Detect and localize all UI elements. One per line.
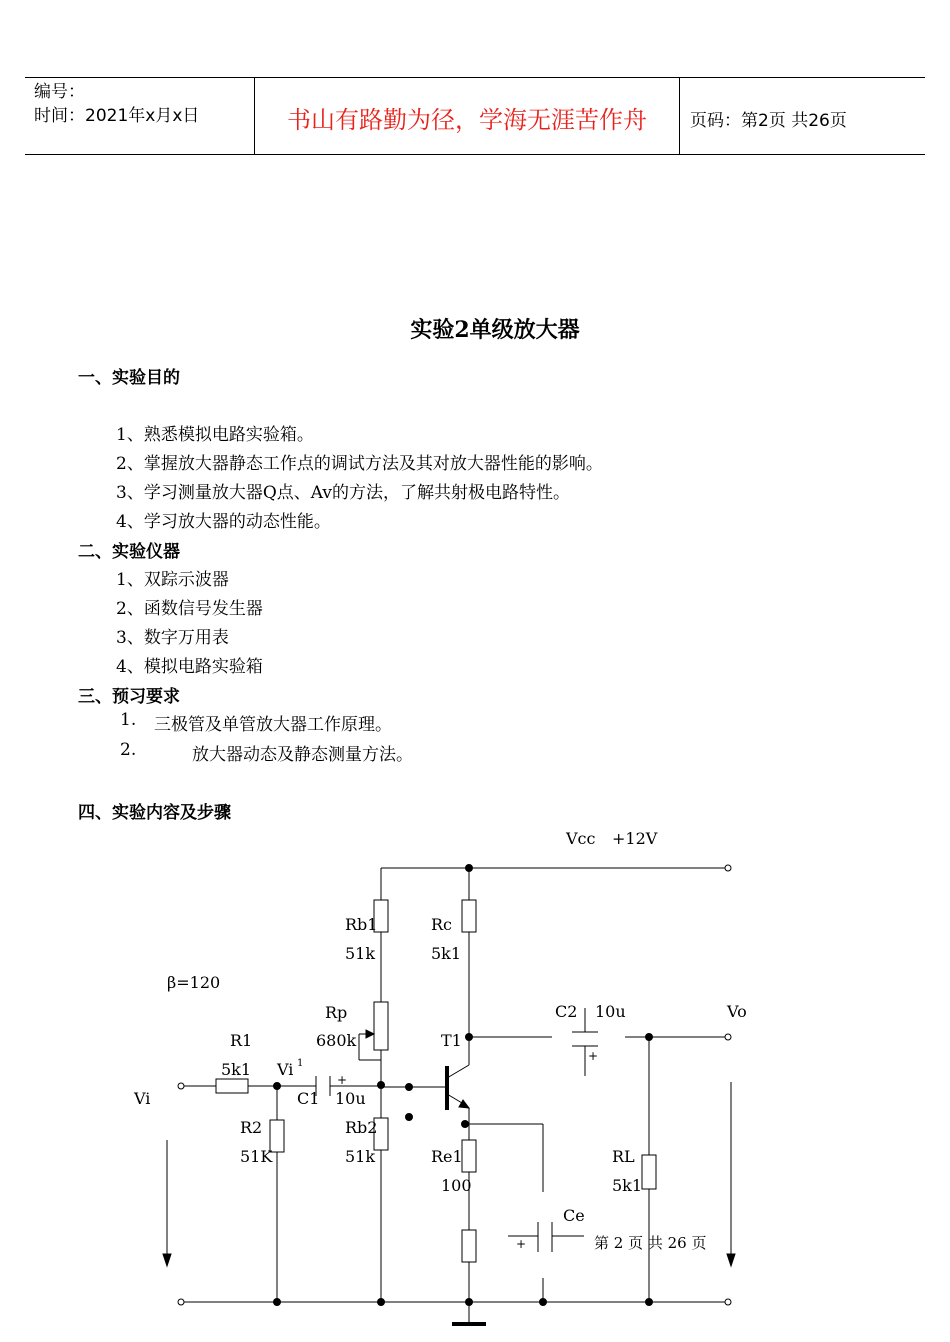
preview-item-text: 三极管及单管放大器工作原理。 — [154, 715, 392, 735]
re1-label: Re1 — [431, 1147, 463, 1166]
section-heading-preview: 三、预习要求 — [78, 687, 180, 707]
r2-label: R2 — [240, 1118, 263, 1137]
footer-page-number: 第 2 页 共 26 页 — [594, 1234, 707, 1252]
section-heading-purpose: 一、实验目的 — [78, 368, 180, 388]
rb2-label: Rb2 — [345, 1118, 378, 1137]
preview-item-num: 1. — [120, 710, 137, 730]
time-label: 时间：2021年x月x日 — [34, 106, 200, 126]
r1-label: R1 — [230, 1031, 253, 1050]
list-item: 4、学习放大器的动态性能。 — [116, 512, 331, 532]
ce-label: Ce — [563, 1206, 585, 1225]
rc-value: 5k1 — [431, 944, 462, 963]
r1-value: 5k1 — [221, 1060, 252, 1079]
rl-value: 5k1 — [612, 1176, 643, 1195]
list-item: 1、熟悉模拟电路实验箱。 — [116, 425, 314, 445]
preview-item-num: 2. — [120, 740, 137, 760]
c1-value: 10u — [335, 1089, 366, 1108]
vi-label: Vi — [134, 1089, 151, 1108]
vcc-label: Vcc — [566, 829, 596, 848]
list-item: 1、双踪示波器 — [116, 570, 229, 590]
c2-value: 10u — [595, 1002, 626, 1021]
vi-prime-label: Vi — [277, 1060, 294, 1079]
section-heading-instruments: 二、实验仪器 — [78, 542, 180, 562]
section-heading-content: 四、实验内容及步骤 — [78, 803, 231, 823]
rc-label: Rc — [431, 915, 453, 934]
rb1-label: Rb1 — [345, 915, 378, 934]
beta-label: β=120 — [167, 973, 221, 992]
svg-text:+: + — [588, 1049, 599, 1063]
list-item: 3、数字万用表 — [116, 628, 229, 648]
vo-label: Vo — [727, 1002, 747, 1021]
vi-prime-superscript: 1 — [297, 1058, 304, 1069]
svg-text:+: + — [516, 1237, 527, 1251]
c1-label: C1 — [297, 1089, 320, 1108]
rl-label: RL — [612, 1147, 635, 1166]
header-page-code: 页码：第2页 共26页 — [690, 111, 847, 131]
vcc-value: +12V — [612, 829, 658, 848]
rb1-value: 51k — [345, 944, 376, 963]
rb2-value: 51k — [345, 1147, 376, 1166]
list-item: 2、掌握放大器静态工作点的调试方法及其对放大器性能的影响。 — [116, 454, 603, 474]
list-item: 3、学习测量放大器Q点、Av的方法，了解共射极电路特性。 — [116, 483, 570, 503]
svg-text:+: + — [337, 1073, 348, 1087]
number-label: 编号： — [34, 82, 85, 102]
preview-item-text: 放大器动态及静态测量方法。 — [192, 745, 413, 765]
list-item: 2、函数信号发生器 — [116, 599, 263, 619]
rp-value: 680k — [316, 1031, 357, 1050]
re1-value: 100 — [441, 1176, 472, 1195]
c2-label: C2 — [555, 1002, 578, 1021]
r2-value: 51K — [240, 1147, 273, 1166]
t1-label: T1 — [441, 1031, 462, 1050]
page-title: 实验2单级放大器 — [410, 317, 580, 343]
header-motto: 书山有路勤为径，学海无涯苦作舟 — [287, 106, 647, 134]
rp-label: Rp — [325, 1003, 348, 1022]
list-item: 4、模拟电路实验箱 — [116, 657, 263, 677]
